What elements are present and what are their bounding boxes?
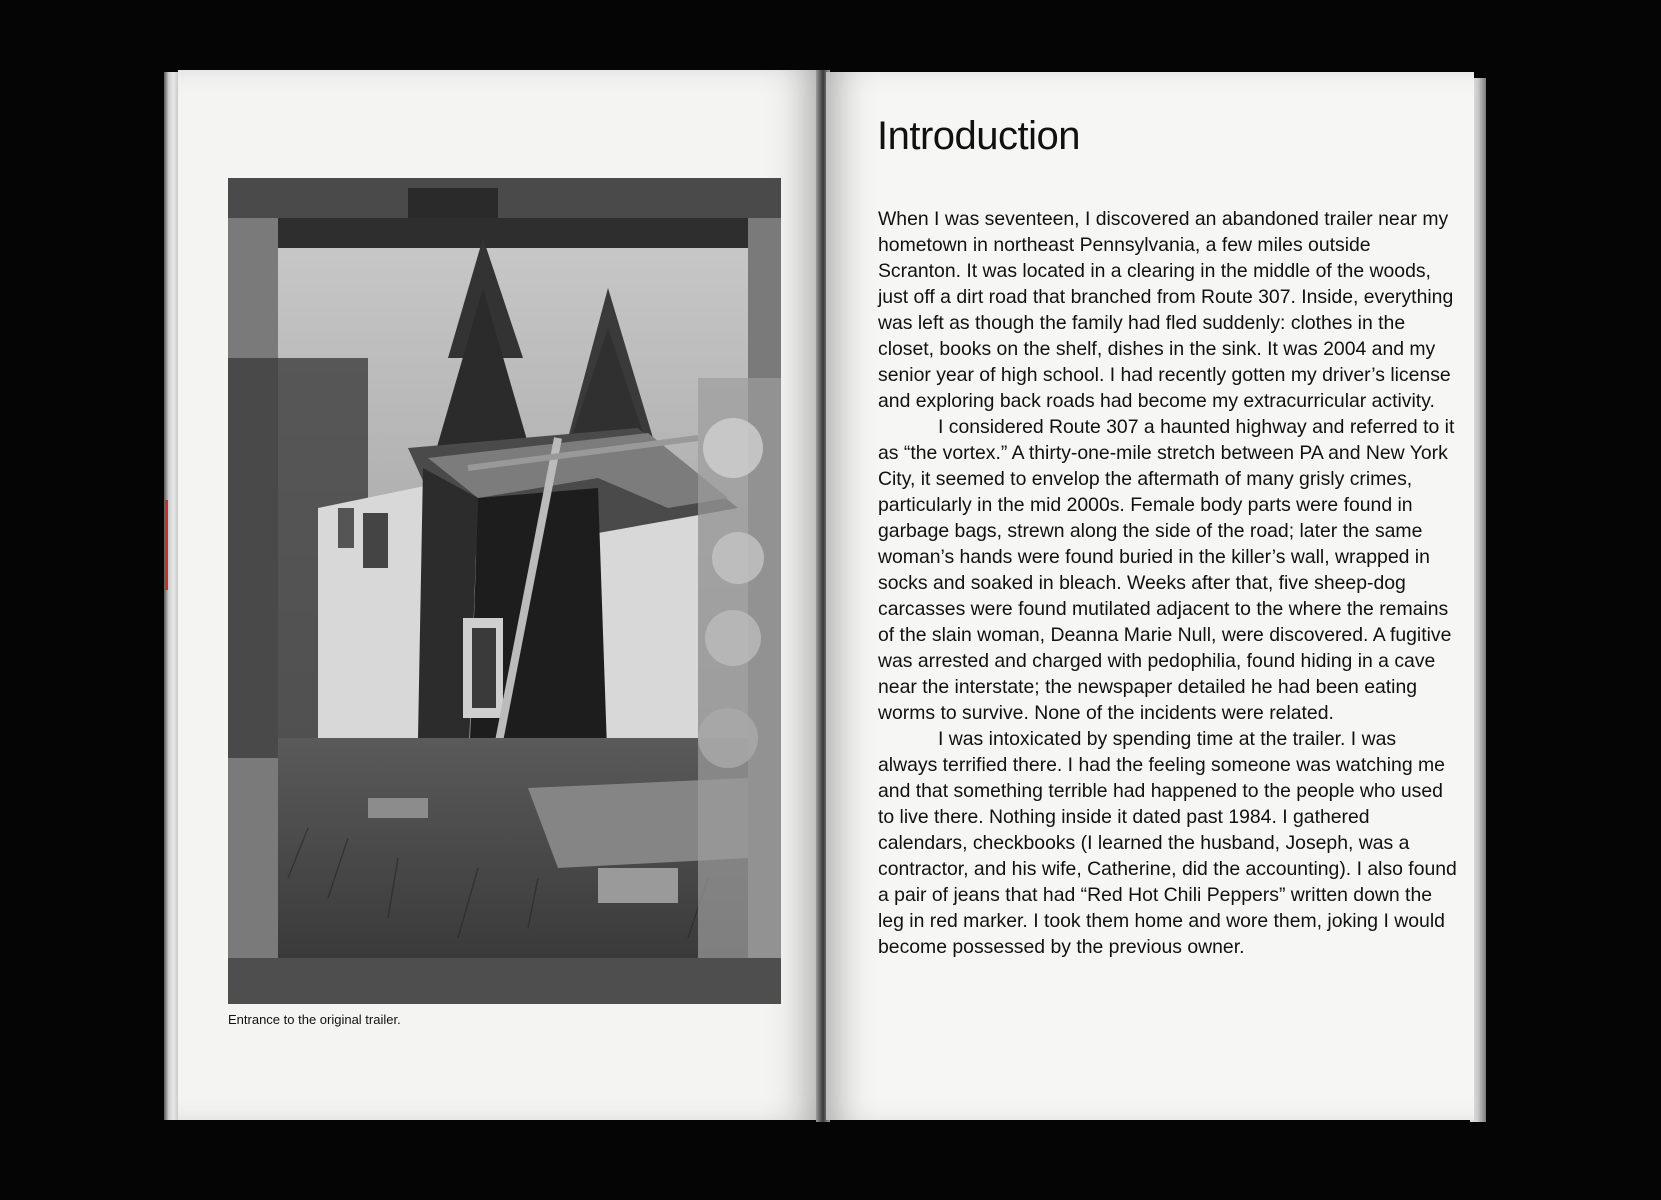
left-page — [178, 70, 820, 1120]
chapter-title: Introduction — [877, 114, 1081, 158]
right-page — [826, 72, 1474, 1120]
paragraph: I was intoxicated by spending time at the trailer. I was always terrified there. I had the feeling someone was watching me and that something terrible had happened to the people who used to live there. Nothing inside it dated past 1984. I gathered calendars, checkbooks (I learned the husband, Joseph, was a contractor, and his wife, Catherine, did the accounting). I also found a pair of jeans that had “Red Hot Chili Peppers” written down the leg in red marker. I took them home and wore them, joking I would become possessed by the previous owner. — [878, 728, 1457, 958]
red-page-marker — [165, 500, 168, 590]
photo-caption: Entrance to the original trailer. — [228, 1012, 401, 1027]
paragraph: I considered Route 307 a haunted highway and referred to it as “the vortex.” A thirty-one-mile stretch between PA and New York City, it seemed to envelop the aftermath of many grisly crimes, particularly in the mid 2000s. Female body parts were found in garbage bags, strewn along the side of the road; later the same woman’s hands were found buried in the killer’s wall, wrapped in socks and soaked in bleach. Weeks after that, five sheep-dog carcasses were found mutilated adjacent to the where the remains of the slain woman, Deanna Marie Null, were discovered. A fugitive was arrested and charged with pedophilia, found hiding in a cave near the interstate; the newspaper detailed he had been eating worms to survive. None of the incidents were related. — [878, 416, 1455, 724]
paragraph: When I was seventeen, I discovered an abandoned trailer near my hometown in northeast Pennsylvania, a few miles outside Scranton. It was located in a clearing in the middle of the woods, just off a dirt road that branched from Route 307. Inside, everything was left as though the family had fled suddenly: clothes in the closet, books on the shelf, dishes in the sink. It was 2004 and my senior year of high school. I had recently gotten my driver’s license and exploring back roads had become my extracurricular activity. — [878, 208, 1454, 412]
trailer-photo — [228, 178, 781, 1004]
introduction-text — [878, 206, 1458, 960]
